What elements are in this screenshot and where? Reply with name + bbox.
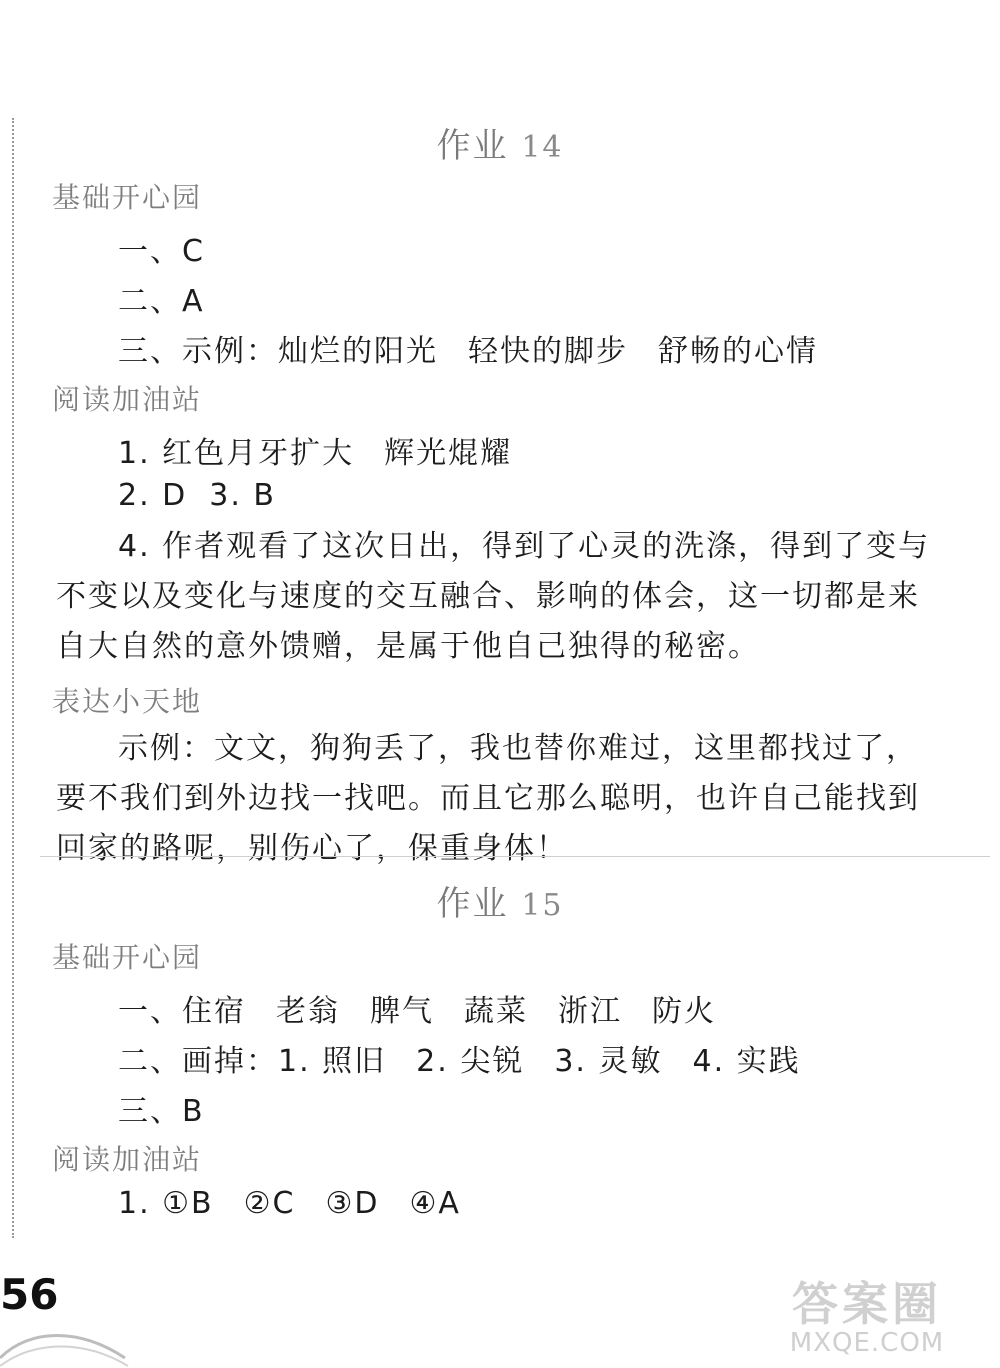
hw15-q2-item: 4. 实践 <box>692 1044 801 1079</box>
hw15-r1-item: 1. ①B <box>118 1186 214 1221</box>
hw15-r1-item: ③D <box>325 1186 380 1221</box>
hw14-q3 <box>118 326 818 370</box>
hw15-q1-item: 蔬菜 <box>464 994 528 1029</box>
hw14-r4-answer: 4. 作者观看了这次日出，得到了心灵的洗涤，得到了变与不变以及变化与速度的交互融合、影响的体会，这一切都是来自大自然的意外馈赠，是属于他自己独得的秘密。 <box>56 529 931 664</box>
hw15-q1-item: 脾气 <box>370 994 434 1029</box>
hw14-section-reading: 阅读加油站 <box>52 383 203 416</box>
hw15-q2 <box>118 1036 801 1080</box>
homework-14-title-number: 14 <box>521 130 564 165</box>
hw14-r2 <box>118 478 276 513</box>
hw15-q2-item: 2. 尖锐 <box>416 1044 525 1079</box>
binding-dotted-line <box>12 118 14 1238</box>
page-number: 56 <box>0 1270 59 1319</box>
hw14-q3-part-a: 三、示例：灿烂的阳光 <box>118 334 438 369</box>
hw14-r2-part-a: 2. D <box>118 478 188 513</box>
hw15-q1-item: 一、住宿 <box>118 994 246 1029</box>
section-separator-line <box>40 856 990 857</box>
hw15-q1-item: 老翁 <box>276 994 340 1029</box>
hw14-section-expression: 表达小天地 <box>52 685 203 718</box>
homework-14-title <box>0 118 1000 167</box>
hw14-q3-part-b: 轻快的脚步 <box>468 334 628 369</box>
hw15-q2-item: 二、画掉：1. 照旧 <box>118 1044 387 1079</box>
hw15-q2-item: 3. 灵敏 <box>554 1044 663 1079</box>
homework-15-title-number: 15 <box>521 888 564 923</box>
hw15-section-reading: 阅读加油站 <box>52 1143 203 1176</box>
hw15-q1-item: 防火 <box>652 994 716 1029</box>
hw15-r1-item: ②C <box>243 1186 296 1221</box>
hw14-r1-part-b: 辉光焜耀 <box>384 436 513 471</box>
hw15-q1 <box>118 986 716 1030</box>
hw14-r2-part-b: 3. B <box>209 478 277 513</box>
watermark-url: MXQE.COM <box>789 1328 945 1358</box>
homework-14-title-prefix: 作业 <box>436 126 509 166</box>
hw15-q1-item: 浙江 <box>558 994 622 1029</box>
hw14-expression-answer: 示例：文文，狗狗丢了，我也替你难过，这里都找过了，要不我们到外边找一找吧。而且它那么聪明，也许自己能找到回家的路呢，别伤心了，保重身体！ <box>56 731 920 866</box>
hw14-q2: 二、A <box>118 284 205 319</box>
hw15-section-basics: 基础开心园 <box>52 941 203 974</box>
hw14-section-basics: 基础开心园 <box>52 181 203 214</box>
homework-15-title <box>0 876 1000 925</box>
hw14-r1-part-a: 1. 红色月牙扩大 <box>118 436 355 471</box>
watermark-text: 答案圈 <box>792 1277 942 1331</box>
homework-15-title-prefix: 作业 <box>436 884 509 924</box>
hw15-q3: 三、B <box>118 1094 205 1129</box>
hw14-r1 <box>118 428 512 472</box>
watermark-logo <box>742 1268 992 1364</box>
hw14-q3-part-c: 舒畅的心情 <box>658 334 818 369</box>
corner-decoration-icon <box>0 1318 130 1368</box>
hw14-q1: 一、C <box>118 234 205 269</box>
hw15-r1-item: ④A <box>409 1186 461 1221</box>
hw15-r1 <box>118 1186 461 1221</box>
